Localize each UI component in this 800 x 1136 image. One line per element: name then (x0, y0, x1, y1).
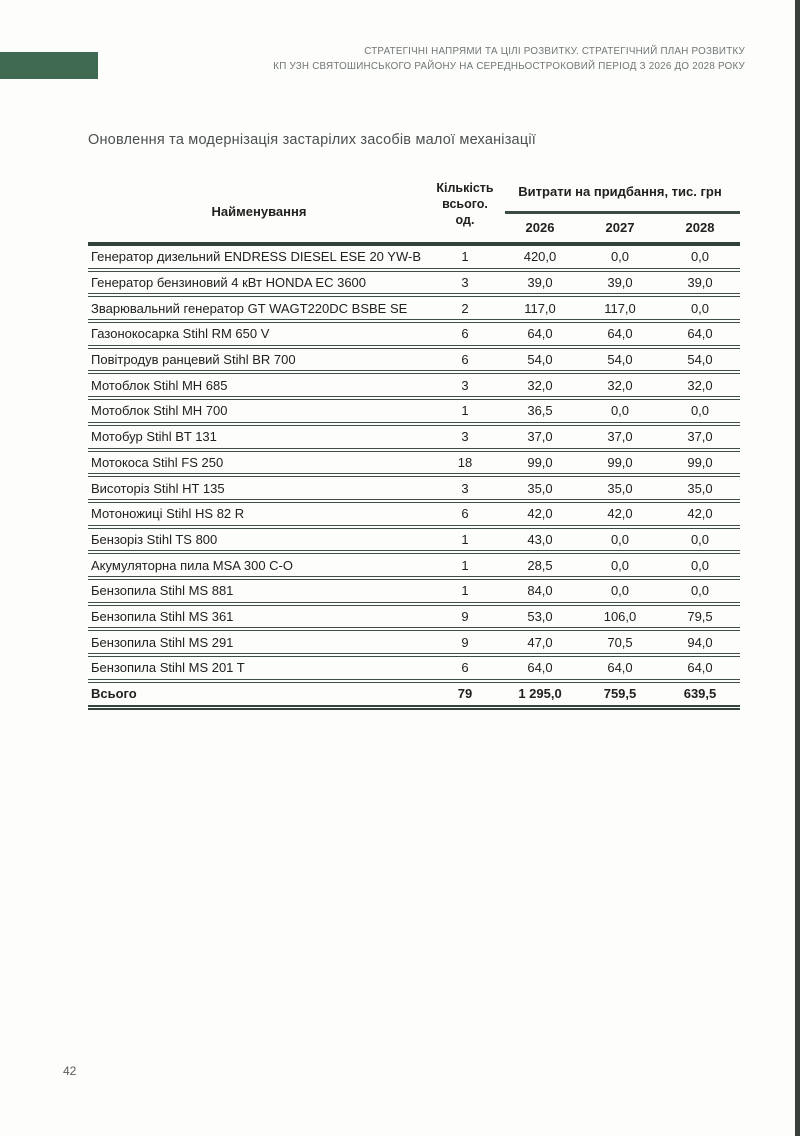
item-value: 39,0 (687, 275, 713, 291)
item-value: 117,0 (604, 300, 636, 316)
item-value: 64,0 (607, 660, 633, 676)
table-row (88, 503, 740, 529)
item-value: 0,0 (610, 531, 630, 547)
table-row (88, 529, 740, 555)
item-name: Зварювальний генератор GT WAGT220DC BSBE SE (91, 300, 408, 316)
item-value: 54,0 (687, 352, 713, 368)
item-name: Бензопила Stihl MS 291 (91, 634, 234, 650)
item-value: 47,0 (527, 634, 553, 650)
item-value: 28,5 (527, 557, 553, 573)
item-value: 9 (461, 634, 469, 650)
item-value: 64,0 (687, 326, 713, 342)
item-value: 79,5 (687, 608, 713, 624)
item-value: 0,0 (690, 403, 710, 419)
item-value: 94,0 (687, 634, 713, 650)
table-row (88, 477, 740, 503)
item-value: 1 (461, 557, 469, 573)
item-value: 64,0 (527, 326, 553, 342)
quantity-header-line2: всього. (442, 197, 488, 211)
total-label: Всього (91, 686, 137, 702)
item-value: 0,0 (610, 583, 630, 599)
column-header-quantity (430, 180, 500, 228)
item-value: 36,5 (527, 403, 553, 419)
table-row (88, 272, 740, 298)
item-value: 35,0 (687, 480, 713, 496)
table-row (88, 657, 740, 683)
item-value: 6 (461, 660, 469, 676)
total-2028: 639,5 (683, 686, 717, 702)
column-header-2026: 2026 (525, 220, 555, 235)
item-value: 18 (457, 454, 473, 470)
total-2027: 759,5 (603, 686, 637, 702)
total-2026: 1 295,0 (518, 686, 562, 702)
item-value: 420,0 (523, 249, 557, 265)
column-header-expenses: Витрати на придбання, тис. грн (518, 184, 722, 199)
table-row (88, 554, 740, 580)
running-header-line2: КП УЗН СВЯТОШИНСЬКОГО РАЙОНУ НА СЕРЕДНЬОСТРОКОВИЙ ПЕРІОД З 2026 ДО 2028 РОКУ (273, 60, 745, 72)
item-name: Бензопила Stihl MS 881 (91, 583, 234, 599)
item-value: 2 (461, 300, 469, 316)
table-row (88, 374, 740, 400)
item-value: 117,0 (524, 300, 556, 316)
item-value: 3 (461, 275, 469, 291)
item-value: 99,0 (607, 454, 633, 470)
table-total-row (88, 683, 740, 710)
quantity-header-line3: од. (455, 213, 475, 227)
item-value: 32,0 (687, 377, 713, 393)
item-value: 39,0 (607, 275, 633, 291)
item-name: Бензопила Stihl MS 201 T (91, 660, 245, 676)
item-value: 0,0 (610, 557, 630, 573)
column-header-2027: 2027 (605, 220, 635, 235)
item-value: 70,5 (607, 634, 633, 650)
item-value: 0,0 (690, 557, 710, 573)
table-row (88, 606, 740, 632)
table-row (88, 580, 740, 606)
page-number: 42 (63, 1064, 77, 1078)
item-name: Генератор бензиновий 4 кВт HONDA EC 3600 (91, 275, 367, 291)
item-value: 0,0 (690, 531, 710, 547)
item-value: 0,0 (610, 249, 630, 265)
item-value: 99,0 (527, 454, 553, 470)
table-row (88, 246, 740, 272)
item-value: 0,0 (690, 249, 710, 265)
item-value: 64,0 (687, 660, 713, 676)
item-value: 54,0 (607, 352, 633, 368)
item-value: 37,0 (687, 429, 713, 445)
item-value: 42,0 (687, 506, 713, 522)
table-row (88, 349, 740, 375)
equipment-table (88, 178, 740, 710)
item-value: 39,0 (527, 275, 553, 291)
total-quantity: 79 (457, 686, 473, 702)
item-value: 3 (461, 377, 469, 393)
item-value: 35,0 (607, 480, 633, 496)
item-name: Висоторіз Stihl HT 135 (91, 480, 225, 496)
accent-green-bar (0, 52, 98, 79)
item-value: 6 (461, 326, 469, 342)
item-value: 42,0 (607, 506, 633, 522)
table-header (88, 178, 740, 246)
running-header (125, 45, 745, 74)
table-row (88, 426, 740, 452)
table-row (88, 400, 740, 426)
item-value: 1 (461, 583, 469, 599)
item-value: 99,0 (687, 454, 713, 470)
item-value: 3 (461, 480, 469, 496)
item-name: Газонокосарка Stihl RM 650 V (91, 326, 270, 342)
column-header-name: Найменування (211, 204, 307, 219)
item-value: 0,0 (690, 583, 710, 599)
item-value: 6 (461, 352, 469, 368)
item-value: 84,0 (527, 583, 553, 599)
year-headers-row (500, 220, 740, 235)
item-value: 0,0 (610, 403, 630, 419)
item-name: Мотокоса Stihl FS 250 (91, 454, 224, 470)
item-value: 9 (461, 608, 469, 624)
item-value: 37,0 (527, 429, 553, 445)
item-value: 1 (461, 249, 469, 265)
item-value: 42,0 (527, 506, 553, 522)
item-value: 64,0 (527, 660, 553, 676)
item-value: 35,0 (527, 480, 553, 496)
page-right-edge-line (795, 0, 800, 1136)
item-value: 64,0 (607, 326, 633, 342)
expenses-header-underline (505, 211, 740, 214)
item-name: Повітродув ранцевий Stihl BR 700 (91, 352, 296, 368)
item-name: Мотоблок Stihl MH 700 (91, 403, 228, 419)
table-body (88, 246, 740, 683)
item-value: 43,0 (527, 531, 553, 547)
quantity-header-line1: Кількість (436, 181, 494, 195)
column-header-2028: 2028 (685, 220, 715, 235)
table-row (88, 452, 740, 478)
item-name: Акумуляторна пила MSA 300 C-O (91, 557, 293, 573)
item-value: 106,0 (603, 608, 637, 624)
item-value: 0,0 (690, 300, 710, 316)
table-row (88, 323, 740, 349)
item-value: 54,0 (527, 352, 553, 368)
item-name: Мотобур Stihl BT 131 (91, 429, 217, 445)
item-value: 32,0 (527, 377, 553, 393)
item-value: 32,0 (607, 377, 633, 393)
item-value: 3 (461, 429, 469, 445)
item-value: 1 (461, 531, 469, 547)
table-row (88, 631, 740, 657)
running-header-line1: СТРАТЕГІЧНІ НАПРЯМИ ТА ЦІЛІ РОЗВИТКУ. СТРАТЕГІЧНИЙ ПЛАН РОЗВИТКУ (364, 46, 745, 57)
item-value: 37,0 (607, 429, 633, 445)
table-row (88, 297, 740, 323)
item-name: Бензоріз Stihl TS 800 (91, 531, 218, 547)
item-value: 1 (461, 403, 469, 419)
item-name: Мотоблок Stihl MH 685 (91, 377, 228, 393)
item-name: Бензопила Stihl MS 361 (91, 608, 234, 624)
page-title: Оновлення та модернізація застарілих засобів малої механізації (88, 132, 536, 148)
item-value: 6 (461, 506, 469, 522)
item-name: Генератор дизельний ENDRESS DIESEL ESE 20 YW-B (91, 249, 421, 265)
item-value: 53,0 (527, 608, 553, 624)
item-name: Мотоножиці Stihl HS 82 R (91, 506, 245, 522)
